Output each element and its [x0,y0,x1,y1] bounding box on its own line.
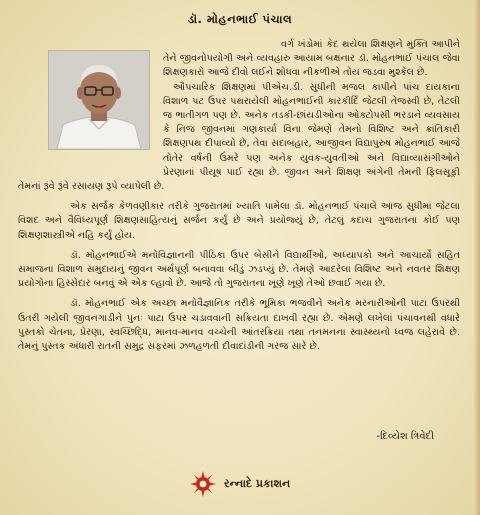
signature: -દિવ્યેશ ત્રિવેદી [376,431,434,442]
page-edge [474,0,480,515]
author-name-heading: ડૉ. મોહનભાઈ પંચાલ [187,12,293,26]
paragraph: એક સર્જક કેળવણીકાર તરીકે ગુજરાતમાં ખ્યાતિ પામેલા ડૉ. મોહનભાઈ પંચાલે આજ સુધીમાં જેટલા વિશદ અને વૈવિધ્યપૂર્ણ શિક્ષણસાહિત્યનું સર્જન કર્યું છે અને પ્રયોજ્યું છે, તેટલું કદાચ ગુજરાતના કોઈ પણ શિક્ષણશાસ્ત્રીએ નહિ કર્યું હોય. [18,201,460,241]
publisher-name: રન્નાદે પ્રકાશન [223,477,291,490]
photo-spacer [18,38,163,168]
paragraph: ડૉ. મોહનભાઈએ મનોવિજ્ઞાનની પીઠિકા ઉપર બેસીને વિદ્યાર્થીઓ, અધ્યાપકો અને આચાર્યો સહિત સમાજના વિશાળ સમુદાયનું જીવન અર્થપૂર્ણ બનાવવા બીડું ઝડપ્યું છે. તેમણે આદરેલા વિશિષ્ટ અને નવતર શિક્ષણ પ્રયોગોના હિસ્સેદાર બનવું એ એક લ્હાવો છે. આજે તો ગુજરાતના ખૂણે ખૂણે તેઓ છવાઈ ગયા છે. [18,249,460,290]
paragraph: ઔપચારિક શિક્ષણમાં પીએચ.ડી. સુધીની મજલ કાપીને પાંચ દાયકાના વિશાળ પટ ઉપર પથરાયેલી મોહનભાઈની કારકીર્દિ જેટલી તેજસ્વી છે, તેટલી જ ભાતીગળ પણ છે. અનેક તડકી-છાંયડીઓના ઓક્ટોપસી ભરડાને વ્યવસાય કે નિજ જીવનમાં ગણકાર્યા વિના જેમણે તેમનો વિશિષ્ટ અને ક્રાંતિકારી શિક્ષણપથ દીપાવ્યો છે, તેવા સદાબહાર, આજીવન વિદ્યાપુરુષ મોહનભાઈ આજે તોતેર વર્ષની ઉંમરે પણ અનેક યુવક-યુવતીઓ અને વિદ્યાવ્યાસંગીઓને પ્રેરણાનાં પીયૂષ પાઈ રહ્યા છે. જીવન અને શિક્ષણ અંગેની તેમની ફિલસૂફી તેમનાં રૂંવે રૂંવે રસાયણ રૂપે વ્યાપેલી છે. [18,81,460,193]
biography-text [18,38,460,354]
publisher-logo-icon [190,471,216,497]
paragraph: વર્ગ ખંડોમાં કેદ થયેલા શિક્ષણને મુક્તિ આપીને તેને જીવનોપયોગી અને વ્યવહારુ આયામ બક્ષનાર ડૉ. મોહનભાઈ પંચાલ જેવા શિક્ષણકારો આજે દીવો લઈને શોધવા નીકળીએ તોય જડવા મુશ્કેલ છે. [163,39,460,79]
paragraph: ડૉ. મોહનભાઈ એક અચ્છા મનોવૈજ્ઞાનિક તરીકે ભૂમિકા ભજવીને અનેક મરનારીઓની પાટા ઉપરથી ઉતરી ગયેલી જીવનગાડીને પુનઃ પાટા ઉપર ચડાવવાની સક્રિયતા દાખવી રહ્યા છે. એમણે લખેલાં પંચાવનથી વધારે પુસ્તકો ચેતના, પ્રેરણા, સ્વચ્છિદ્ધિ, માનવ-માનવ વચ્ચેની આંતરક્રિયા તથા તનમનના સ્વાસ્થ્યનો ધ્વજ લહેરાવે છે. તેમનું પુસ્તક અંધારી રાતની સમુદ્ર સફરમાં ઝળહળતી દીવાદાંડીની ગરજ સારે છે. [18,298,460,353]
publisher-footer [0,471,480,497]
